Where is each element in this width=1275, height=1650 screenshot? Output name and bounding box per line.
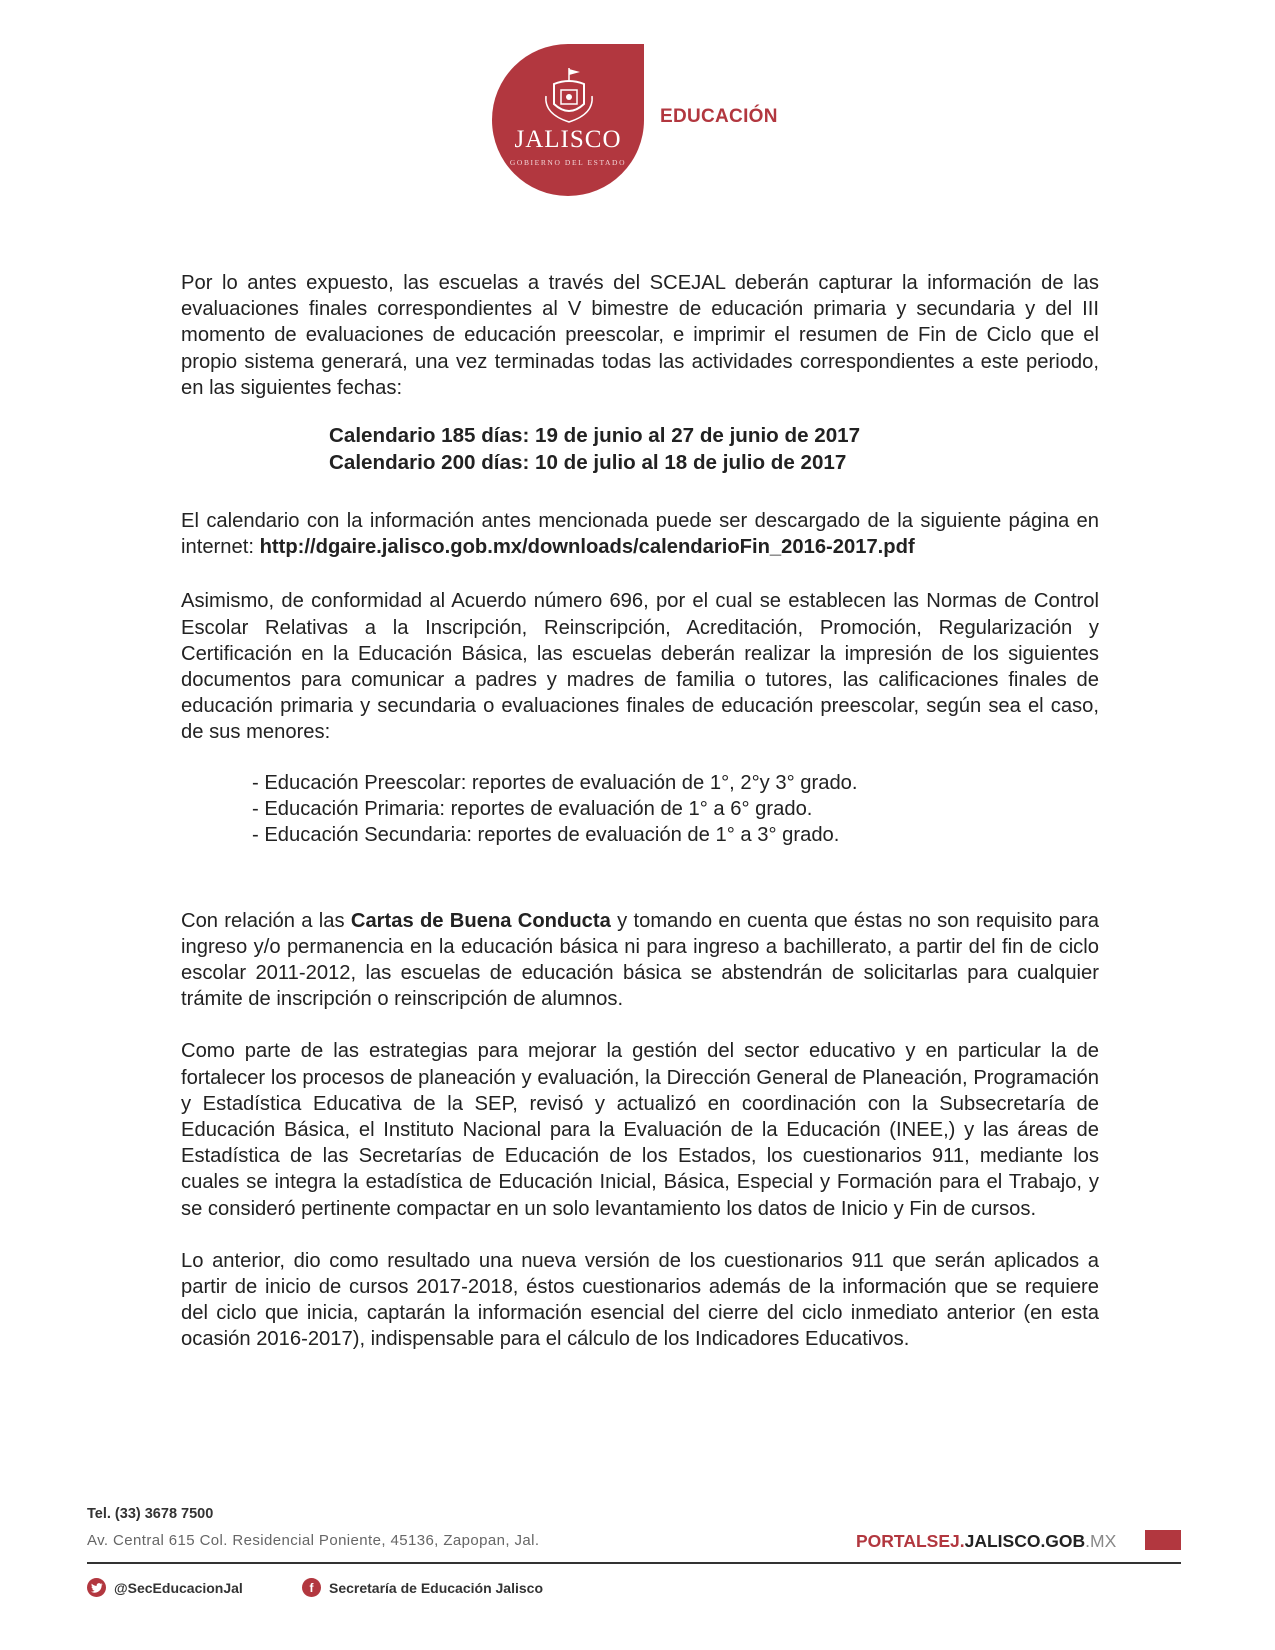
- state-seal-icon: [534, 66, 604, 128]
- report-list: [252, 770, 1099, 848]
- portal-accent-block: [1145, 1530, 1181, 1550]
- calendar-185-line: Calendario 185 días: 19 de junio al 27 de junio de 2017: [329, 424, 861, 448]
- logo-subtitle: GOBIERNO DEL ESTADO: [509, 158, 627, 167]
- portal-part-a: PORTALSEJ.: [856, 1531, 965, 1551]
- portal-link[interactable]: [856, 1531, 1116, 1552]
- paragraph-acuerdo: Asimismo, de conformidad al Acuerdo número 696, por el cual se establecen las Normas de Control Escolar Relativas a la Inscripción, Reinscripción, Acreditación, Promoción, Regularización y Certificación en la Educación Básica, las escuelas deberán realizar la impresión de los siguientes documentos para comunicar a padres y madres de familia o tutores, las calificaciones finales de educación primaria y secundaria o evaluaciones finales de educación preescolar, según sea el caso, de sus menores:: [181, 590, 1099, 744]
- list-item-preescolar: - Educación Preescolar: reportes de evaluación de 1°, 2°y 3° grado.: [252, 771, 858, 794]
- buena-conducta-pre: Con relación a las: [181, 909, 351, 932]
- twitter-label: @SecEducacionJal: [114, 1579, 243, 1596]
- footer-phone: Tel. (33) 3678 7500: [87, 1506, 214, 1522]
- department-label: EDUCACIÓN: [660, 106, 778, 127]
- calendar-200-line: Calendario 200 días: 10 de julio al 18 de julio de 2017: [329, 450, 847, 474]
- footer-address: Av. Central 615 Col. Residencial Poniente, 45136, Zapopan, Jal.: [87, 1532, 540, 1549]
- portal-part-c: .MX: [1085, 1531, 1117, 1551]
- paragraph-capture: Por lo antes expuesto, las escuelas a través del SCEJAL deberán capturar la información de las evaluaciones finales correspondientes al V bimestre de educación primaria y secundaria y del III momento de evaluaciones de educación preescolar, e imprimir el resumen de Fin de Ciclo que el propio sistema generará, una vez terminadas todas las actividades correspondientes a este periodo, en las siguientes fechas:: [181, 272, 1099, 399]
- letter-body: [181, 270, 1099, 1353]
- jalisco-logo: [492, 44, 644, 196]
- paragraph-buena-conducta: [181, 908, 1099, 1013]
- twitter-handle[interactable]: [87, 1578, 243, 1597]
- paragraph-cuestionarios: Lo anterior, dio como resultado una nueva versión de los cuestionarios 911 que serán aplicados a partir de inicio de cursos 2017-2018, éstos cuestionarios además de la información que se requiere del ciclo que inicia, captarán la información esencial del cierre del ciclo inmediato anterior (en esta ocasión 2016-2017), indispensable para el cálculo de los Indicadores Educativos.: [181, 1249, 1099, 1351]
- paragraph-estrategias: Como parte de las estrategias para mejorar la gestión del sector educativo y en particular la de fortalecer los procesos de planeación y evaluación, la Dirección General de Planeación, Programación y Estadística Educativa de la SEP, revisó y actualizó en coordinación con la Subsecretaría de Educación Básica, el Instituto Nacional para la Evaluación de la Educación (INEE,) y las áreas de Estadística de las Secretarías de Educación de los Estados, los cuestionarios 911, mediante los cuales se integra la estadística de Educación Inicial, Básica, Especial y Formación para el Trabajo, y se consideró pertinente compactar en un solo levantamiento los datos de Inicio y Fin de cursos.: [181, 1040, 1099, 1220]
- download-text: El calendario con la información antes mencionada puede ser descargado de la siguiente página en internet:: [181, 510, 1099, 559]
- footer-divider: [87, 1562, 1181, 1564]
- buena-conducta-post: y tomando en cuenta que éstas no son requisito para ingreso y/o permanencia en la educación básica ni para ingreso a bachillerato, a partir del fin de ciclo escolar 2011-2012, las escuelas de educación básica se abstendrán de solicitarlas para cualquier trámite de inscripción o reinscripción de alumnos.: [181, 909, 1099, 1011]
- buena-conducta-bold: Cartas de Buena Conducta: [350, 909, 611, 932]
- facebook-icon: f: [302, 1578, 321, 1597]
- list-item-primaria: - Educación Primaria: reportes de evaluación de 1° a 6° grado.: [252, 797, 813, 820]
- twitter-icon: [87, 1578, 106, 1597]
- facebook-label: Secretaría de Educación Jalisco: [329, 1579, 543, 1596]
- logo-wordmark: JALISCO: [514, 126, 622, 153]
- calendar-dates: [329, 423, 1099, 476]
- list-item-secundaria: - Educación Secundaria: reportes de evaluación de 1° a 3° grado.: [252, 823, 840, 846]
- portal-part-b: JALISCO.GOB: [964, 1531, 1086, 1551]
- calendar-download-link[interactable]: http://dgaire.jalisco.gob.mx/downloads/calendarioFin_2016-2017.pdf: [259, 536, 915, 559]
- paragraph-download: [181, 508, 1099, 560]
- facebook-page[interactable]: [302, 1578, 543, 1597]
